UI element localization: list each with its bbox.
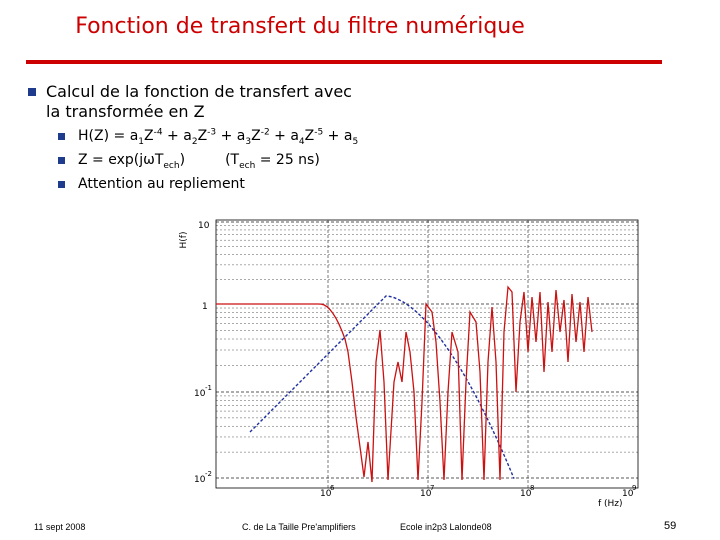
- y-axis-label: H(f): [179, 231, 189, 249]
- ytick-exponent: -2: [205, 470, 212, 478]
- red-response-curve: [216, 287, 592, 482]
- ytick-label: 1: [202, 302, 208, 312]
- bullet-main-line1: Calcul de la fonction de transfert avec: [46, 82, 352, 101]
- xtick-label: 10: [622, 489, 634, 499]
- page-number: 59: [664, 520, 677, 532]
- ytick-exponent: -1: [205, 384, 212, 392]
- aliasing-warning: Attention au repliement: [78, 176, 245, 192]
- ytick-label: 10: [194, 389, 206, 399]
- xtick-label: 10: [520, 489, 532, 499]
- ytick-label: 10: [198, 221, 210, 231]
- plot-frame: [216, 220, 638, 488]
- x-axis-label: f (Hz): [598, 499, 623, 509]
- ytick-label: 10: [194, 475, 206, 485]
- bullet-square-icon: [58, 133, 65, 140]
- plot-grid: [216, 220, 638, 488]
- xtick-exponent: 7: [430, 484, 435, 492]
- xtick-exponent: 6: [330, 484, 335, 492]
- bullet-square-icon: [28, 88, 36, 96]
- xtick-exponent: 8: [530, 484, 535, 492]
- footer-date: 11 sept 2008: [34, 522, 86, 532]
- slide-title: Fonction de transfert du filtre numérique: [75, 14, 525, 39]
- bullet-square-icon: [58, 157, 65, 164]
- xtick-label: 10: [320, 489, 332, 499]
- z-definition: Z = exp(jωT$_{ech}$) ($T_{ech} = 25$ ns): [78, 152, 320, 171]
- footer-event: Ecole in2p3 Lalonde08: [400, 522, 492, 532]
- bullet-main: [46, 82, 466, 122]
- transfer-function-plot: [170, 212, 648, 514]
- title-underline: [26, 60, 662, 64]
- bullet-square-icon: [58, 181, 65, 188]
- xtick-exponent: 9: [632, 484, 637, 492]
- xtick-label: 10: [420, 489, 432, 499]
- transfer-function-formula: $H(Z) = a_1Z^{-4} + a_2Z^{-3} + a_3Z^{-2} + a_4Z^{-5} + a_5$: [78, 127, 359, 147]
- bullet-main-line2: la transformée en Z: [46, 102, 205, 121]
- footer-author: C. de La Taille Pre'amplifiers: [242, 522, 356, 532]
